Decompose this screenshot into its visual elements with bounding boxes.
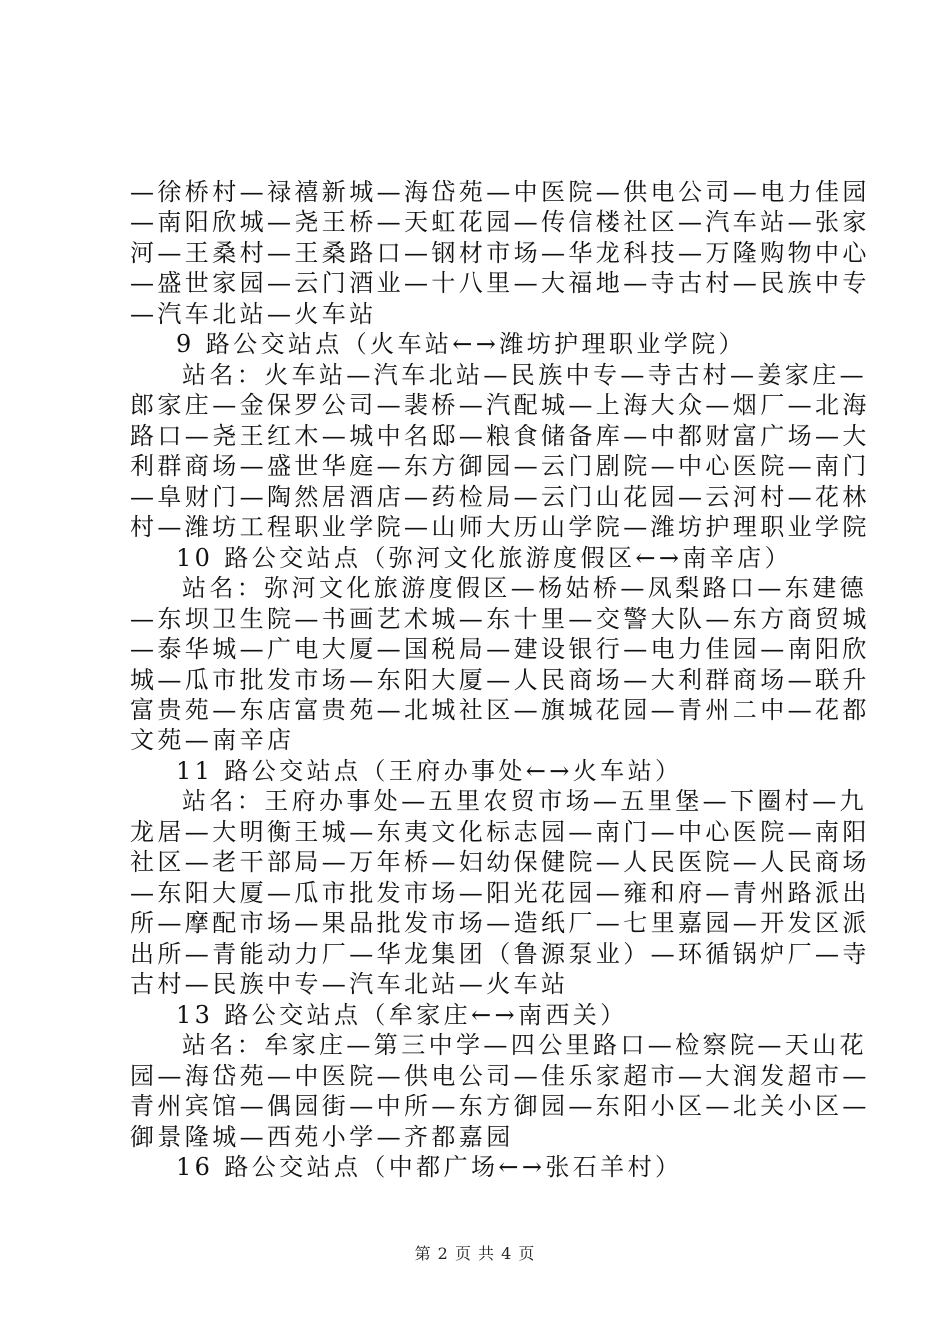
- route-heading-13: 13 路公交站点（牟家庄←→南西关）: [176, 1001, 628, 1029]
- route-text-line: 出所—青能动力厂—华龙集团（鲁源泵业）—环循锅炉厂—寺: [130, 940, 870, 968]
- route-text-line: —东坝卫生院—书画艺术城—东十里—交警大队—东方商贸城: [130, 605, 870, 633]
- stop-list-13: 站名：牟家庄—第三中学—四公里路口—检察院—天山花: [182, 1031, 867, 1059]
- route-heading-10: 10 路公交站点（弥河文化旅游度假区←→南辛店）: [176, 544, 792, 572]
- route-text-line: —泰华城—广电大厦—国税局—建设银行—电力佳园—南阳欣: [130, 635, 870, 663]
- route-heading-16: 16 路公交站点（中都广场←→张石羊村）: [176, 1153, 683, 1181]
- route-text-line: 城—瓜市批发市场—东阳大厦—人民商场—大利群商场—联升: [130, 666, 870, 694]
- route-text-line: 村—潍坊工程职业学院—山师大历山学院—潍坊护理职业学院: [130, 513, 870, 541]
- route-text-line: 河—王桑村—王桑路口—钢材市场—华龙科技—万隆购物中心: [130, 239, 870, 267]
- route-text-line: —盛世家园—云门酒业—十八里—大福地—寺古村—民族中专: [130, 269, 870, 297]
- route-text-line: 龙居—大明衡王城—东夷文化标志园—南门—中心医院—南阳: [130, 818, 870, 846]
- route-text-line: 社区—老干部局—万年桥—妇幼保健院—人民医院—人民商场: [130, 848, 870, 876]
- route-text-line: 路口—尧王红木—城中名邸—粮食储备库—中都财富广场—大: [130, 422, 870, 450]
- route-text-line: —南阳欣城—尧王桥—天虹花园—传信楼社区—汽车站—张家: [130, 208, 870, 236]
- route-text-line: 御景隆城—西苑小学—齐都嘉园: [130, 1123, 514, 1151]
- stop-list-10: 站名：弥河文化旅游度假区—杨姑桥—凤梨路口—东建德: [182, 574, 867, 602]
- route-text-line: 富贵苑—东店富贵苑—北城社区—旗城花园—青州二中—花都: [130, 696, 870, 724]
- route-text-line: —阜财门—陶然居酒店—药检局—云门山花园—云河村—花林: [130, 483, 870, 511]
- route-text-line: 郎家庄—金保罗公司—裴桥—汽配城—上海大众—烟厂—北海: [130, 391, 870, 419]
- route-heading-9: 9 路公交站点（火车站←→潍坊护理职业学院）: [176, 330, 746, 358]
- route-text-line: 利群商场—盛世华庭—东方御园—云门剧院—中心医院—南门: [130, 452, 870, 480]
- route-text-line: 古村—民族中专—汽车北站—火车站: [130, 970, 569, 998]
- route-heading-11: 11 路公交站点（王府办事处←→火车站）: [176, 757, 683, 785]
- page-footer: 第 2 页 共 4 页: [414, 1244, 536, 1263]
- route-text-line: —汽车北站—火车站: [130, 300, 377, 328]
- stop-list-11: 站名：王府办事处—五里农贸市场—五里堡—下圈村—九: [182, 787, 867, 815]
- route-text-line: —徐桥村—禄禧新城—海岱苑—中医院—供电公司—电力佳园: [130, 178, 870, 206]
- route-text-line: 青州宾馆—偶园街—中所—东方御园—东阳小区—北关小区—: [130, 1092, 870, 1120]
- route-text-line: 园—海岱苑—中医院—供电公司—佳乐家超市—大润发超市—: [130, 1062, 870, 1090]
- route-text-line: 文苑—南辛店: [130, 726, 295, 754]
- route-text-line: —东阳大厦—瓜市批发市场—阳光花园—雍和府—青州路派出: [130, 879, 870, 907]
- stop-list-9: 站名：火车站—汽车北站—民族中专—寺古村—姜家庄—: [182, 361, 867, 389]
- route-text-line: 所—摩配市场—果品批发市场—造纸厂—七里嘉园—开发区派: [130, 909, 870, 937]
